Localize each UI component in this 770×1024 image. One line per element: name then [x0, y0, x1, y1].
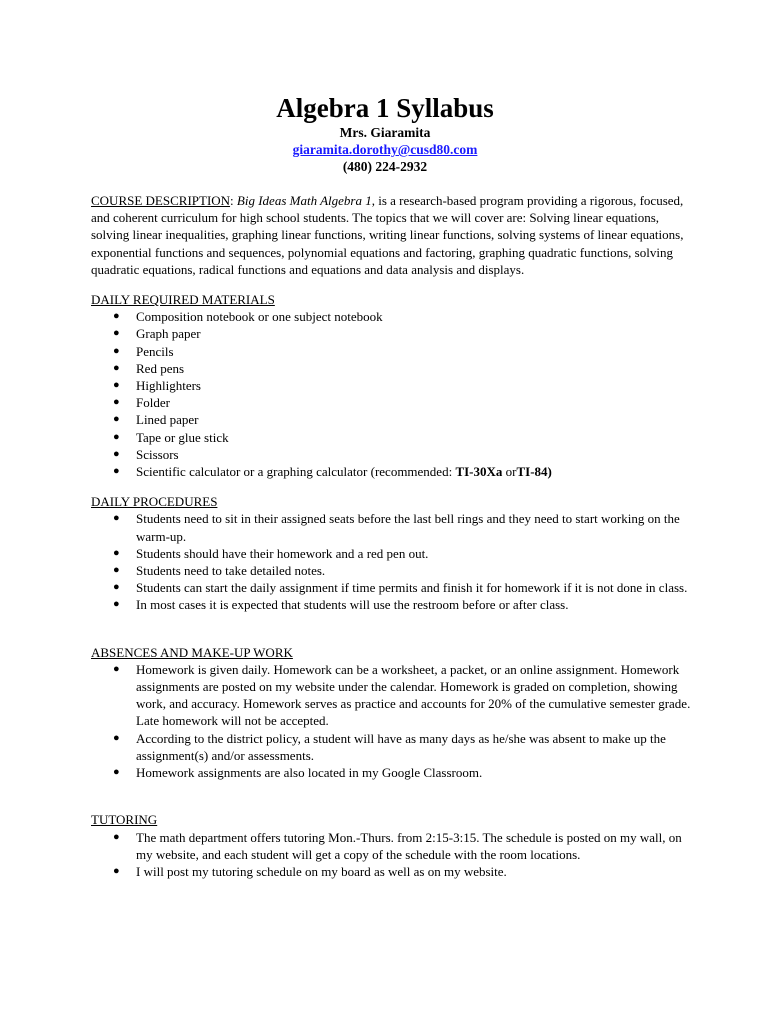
list-item — [91, 411, 691, 428]
list-item-text: Students need to take detailed notes. — [136, 563, 326, 579]
procedures-list — [91, 510, 691, 613]
list-item-text: Students need to sit in their assigned seats before the last bell rings and they need to start working on the warm-up. — [136, 511, 680, 544]
bullet-icon: ● — [113, 512, 120, 525]
list-item-text: In most cases it is expected that students will use the restroom before or after class. — [136, 597, 569, 613]
list-item — [91, 579, 691, 596]
bullet-icon: ● — [113, 361, 120, 374]
list-item-text: The math department offers tutoring Mon.-Thurs. from 2:15-3:15. The schedule is posted on my wall, on my website, and each student will get a copy of the schedule with the room locations. — [136, 829, 682, 862]
list-item — [91, 545, 691, 562]
bullet-icon: ● — [113, 546, 120, 559]
list-item-text: Scissors — [136, 446, 179, 462]
list-item-text: Tape or glue stick — [136, 429, 229, 445]
list-item — [91, 510, 691, 544]
list-item — [91, 863, 691, 880]
list-item-text: Composition notebook or one subject notebook — [136, 309, 383, 325]
bullet-icon: ● — [113, 662, 120, 675]
list-item — [91, 596, 691, 613]
bullet-icon: ● — [113, 465, 120, 478]
bullet-icon: ● — [113, 430, 120, 443]
bullet-icon: ● — [113, 581, 120, 594]
list-item — [91, 429, 691, 446]
list-item-text: Red pens — [136, 360, 185, 376]
tutoring-section — [91, 811, 691, 880]
bullet-icon: ● — [113, 598, 120, 611]
list-item — [91, 764, 691, 781]
list-item — [91, 446, 691, 463]
materials-heading: DAILY REQUIRED MATERIALS — [91, 292, 275, 308]
bullet-icon: ● — [113, 447, 120, 460]
bullet-icon: ● — [113, 864, 120, 877]
bullet-icon: ● — [113, 379, 120, 392]
tutoring-list — [91, 829, 691, 881]
list-item — [91, 562, 691, 579]
list-item — [91, 661, 691, 730]
list-item-text: According to the district policy, a student will have as many days as he/she was absent to make up the assignment(s) and/or assessments. — [136, 730, 666, 763]
list-item-text: Highlighters — [136, 378, 201, 394]
list-item-text: Lined paper — [136, 412, 199, 428]
procedures-heading: DAILY PROCEDURES — [91, 494, 218, 510]
materials-section — [91, 291, 691, 480]
list-item — [91, 730, 691, 764]
absences-heading: ABSENCES AND MAKE-UP WORK — [91, 644, 293, 660]
calculator-text: Scientific calculator or a graphing calculator (recommended: — [136, 464, 456, 480]
teacher-phone: (480) 224-2932 — [342, 159, 428, 174]
list-item — [91, 394, 691, 411]
list-item-text: Pencils — [136, 343, 174, 359]
document-title: Algebra 1 Syllabus — [276, 93, 494, 123]
calculator-or: or — [502, 464, 517, 480]
list-item-text: Students should have their homework and a red pen out. — [136, 545, 429, 561]
procedures-section — [91, 493, 691, 613]
list-item-text: Graph paper — [136, 326, 201, 342]
textbook-title: Big Ideas Math Algebra 1 — [236, 193, 372, 208]
list-item-text: Students can start the daily assignment if time permits and finish it for homework if it is not done in class. — [136, 580, 688, 596]
course-description-separator: : — [230, 193, 237, 208]
list-item — [91, 343, 691, 360]
materials-list — [91, 308, 691, 480]
teacher-email-link[interactable]: giaramita.dorothy@cusd80.com — [292, 142, 478, 157]
course-description-heading: COURSE DESCRIPTION — [91, 193, 231, 208]
bullet-icon: ● — [113, 327, 120, 340]
list-item-text: I will post my tutoring schedule on my board as well as on my website. — [136, 863, 507, 879]
absences-section — [91, 644, 691, 782]
bullet-icon: ● — [113, 396, 120, 409]
course-description — [91, 192, 691, 278]
bullet-icon: ● — [113, 766, 120, 779]
list-item — [91, 829, 691, 863]
course-description-text: , is a research-based program providing a rigorous, focused, and coherent curriculum for high school students. The topics that we will cover are: Solving linear equations, solving linear inequalities, graphing linear functions, writing linear functions, solving systems of linear equations, exponential functions and sequences, polynomial equations and factoring, graphing quadratic functions, solving quadratic equations, radical functions and equations and data analysis and displays. — [91, 193, 684, 277]
absences-list — [91, 661, 691, 781]
calculator-model-1: TI-30Xa — [455, 464, 503, 480]
list-item — [91, 308, 691, 325]
bullet-icon: ● — [113, 564, 120, 577]
syllabus-content — [91, 192, 691, 880]
list-item-text: Folder — [136, 395, 170, 411]
bullet-icon: ● — [113, 413, 120, 426]
list-item — [91, 360, 691, 377]
tutoring-heading: TUTORING — [91, 812, 158, 828]
list-item — [91, 325, 691, 342]
list-item — [91, 377, 691, 394]
bullet-icon: ● — [113, 830, 120, 843]
bullet-icon: ● — [113, 731, 120, 744]
teacher-name: Mrs. Giaramita — [339, 125, 431, 140]
calculator-model-2: TI-84) — [516, 464, 552, 480]
list-item-text: Homework assignments are also located in my Google Classroom. — [136, 765, 483, 781]
bullet-icon: ● — [113, 310, 120, 323]
list-item — [91, 463, 691, 480]
list-item-text: Homework is given daily. Homework can be a worksheet, a packet, or an online assignment. Homework assignments are posted on my website under the calendar. Homework is graded on completion, showing work, and accuracy. Homework serves as practice and accounts for 20% of the cumulative semester grade. Late homework will not be accepted. — [136, 661, 691, 729]
bullet-icon: ● — [113, 344, 120, 357]
teacher-info — [0, 124, 770, 175]
